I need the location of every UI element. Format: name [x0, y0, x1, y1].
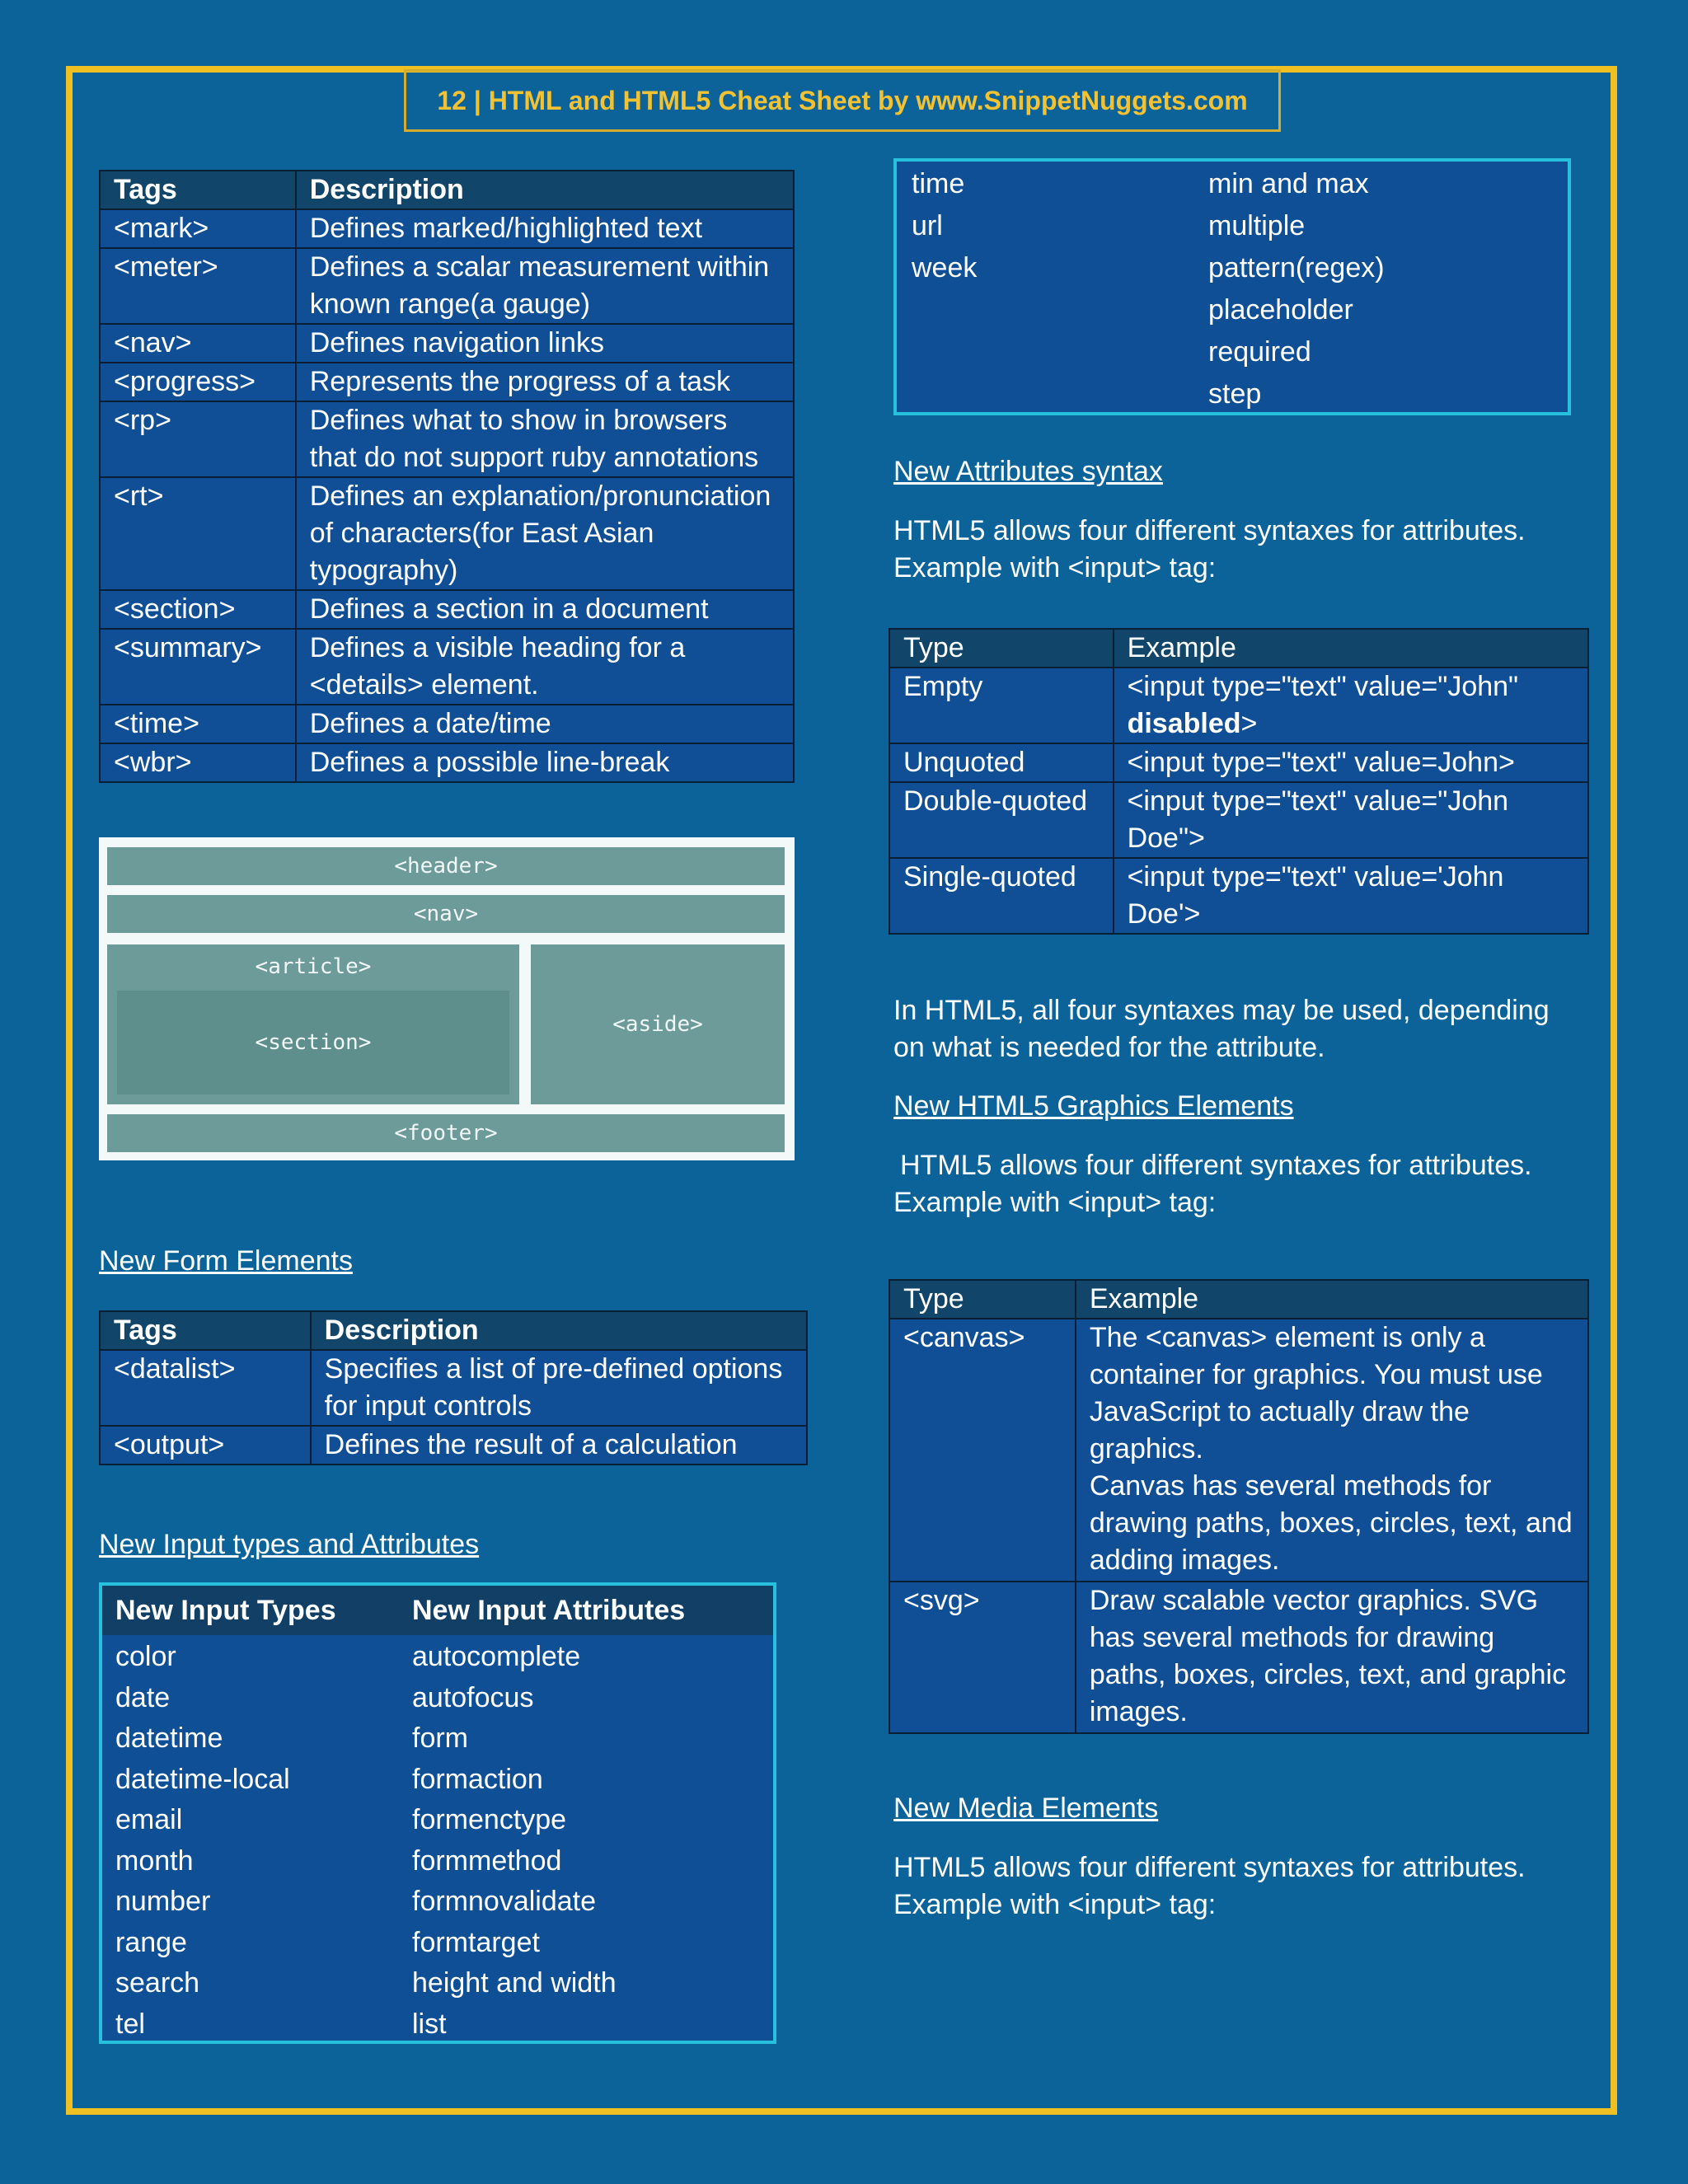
column-header-example: Example	[1114, 629, 1588, 668]
graphics-heading: New HTML5 Graphics Elements	[893, 1090, 1294, 1122]
page-title: 12 | HTML and HTML5 Cheat Sheet by www.SnippetNuggets.com	[404, 69, 1281, 132]
tag-cell: <nav>	[100, 324, 296, 363]
example-cell: <input type="text" value=John>	[1114, 743, 1588, 782]
input-types-list	[115, 1637, 290, 2045]
input-types-heading: New Input types and Attributes	[99, 1529, 480, 1560]
table-header-row	[100, 1311, 807, 1350]
tag-cell: <summary>	[100, 629, 296, 705]
column-header-description: Description	[296, 171, 794, 209]
list-item: pattern(regex)	[1208, 252, 1385, 284]
example-cell: <input type="text" value="John Doe">	[1114, 782, 1588, 858]
list-item: min and max	[1208, 168, 1369, 199]
tag-cell: <datalist>	[100, 1350, 311, 1426]
list-item: placeholder	[1208, 294, 1353, 326]
example-cell	[1114, 668, 1588, 743]
table-row	[100, 324, 794, 363]
example-text: The <canvas> element is only a container for graphics. You must use JavaScript to actually draw the graphics.	[1089, 1322, 1543, 1465]
input-types-continued-box	[893, 158, 1571, 415]
column-header-input-types: New Input Types	[115, 1594, 336, 1626]
description-cell: Specifies a list of pre-defined options for input controls	[311, 1350, 807, 1426]
list-item: search	[115, 1967, 200, 1999]
list-item: multiple	[1208, 210, 1306, 241]
input-types-list	[912, 163, 977, 289]
column-header-tags: Tags	[100, 171, 296, 209]
description-cell: Defines a scalar measurement within known range(a gauge)	[296, 248, 794, 324]
list-item: range	[115, 1926, 187, 1958]
list-item: email	[115, 1804, 183, 1835]
list-item: formtarget	[412, 1926, 540, 1958]
list-item: formmethod	[412, 1844, 562, 1877]
layout-footer-block: <footer>	[107, 1114, 785, 1152]
tag-cell: <output>	[100, 1426, 311, 1465]
list-item: time	[912, 168, 965, 199]
table-row	[100, 248, 794, 324]
list-item: date	[115, 1681, 171, 1713]
attr-syntax-outro: In HTML5, all four syntaxes may be used, depending on what is needed for the attribute.	[893, 995, 1550, 1063]
table-row	[889, 782, 1588, 858]
table-row	[889, 858, 1588, 934]
table-row	[889, 668, 1588, 743]
example-cell	[1076, 1319, 1588, 1582]
table-row	[100, 209, 794, 248]
input-attributes-list	[1208, 163, 1385, 415]
graphics-table	[889, 1279, 1589, 1734]
layout-header-block: <header>	[107, 847, 785, 885]
graphics-intro: HTML5 allows four different syntaxes for attributes. Example with <input> tag:	[893, 1150, 1532, 1218]
description-cell: Defines navigation links	[296, 324, 794, 363]
type-cell: Unquoted	[889, 743, 1114, 782]
layout-nav-block: <nav>	[107, 895, 785, 933]
type-cell: <svg>	[889, 1582, 1076, 1733]
tag-cell: <meter>	[100, 248, 296, 324]
list-item: color	[115, 1641, 176, 1672]
attr-syntax-table	[889, 628, 1589, 935]
list-item: formaction	[412, 1763, 543, 1795]
form-elements-table	[99, 1310, 808, 1465]
list-item: datetime	[115, 1722, 223, 1754]
description-cell: Defines marked/highlighted text	[296, 209, 794, 248]
table-row	[889, 1582, 1588, 1733]
table-row	[100, 1426, 807, 1465]
table-header-row	[100, 171, 794, 209]
semantic-layout-diagram	[99, 837, 795, 1160]
layout-section-block: <section>	[117, 991, 509, 1094]
list-item: tel	[115, 2008, 145, 2040]
attr-syntax-heading: New Attributes syntax	[893, 456, 1163, 487]
table-row	[889, 743, 1588, 782]
column-header-type: Type	[889, 629, 1114, 668]
input-types-header	[102, 1586, 773, 1635]
table-row	[889, 1319, 1588, 1582]
tag-cell: <progress>	[100, 363, 296, 401]
tag-cell: <wbr>	[100, 743, 296, 782]
input-attributes-list	[412, 1637, 617, 2045]
list-item: formnovalidate	[412, 1886, 597, 1917]
list-item: autofocus	[412, 1681, 534, 1713]
description-cell: Defines a date/time	[296, 705, 794, 743]
input-types-box	[99, 1582, 776, 2044]
example-text: Canvas has several methods for drawing paths, boxes, circles, text, and adding images.	[1089, 1470, 1573, 1576]
table-row	[100, 363, 794, 401]
table-row	[100, 401, 794, 477]
table-row	[100, 743, 794, 782]
type-cell: Double-quoted	[889, 782, 1114, 858]
list-item: form	[412, 1722, 468, 1754]
column-header-example: Example	[1076, 1280, 1588, 1319]
column-header-tags: Tags	[100, 1311, 311, 1350]
layout-article-label: <article>	[255, 954, 372, 979]
type-cell: Empty	[889, 668, 1114, 743]
description-cell: Defines a section in a document	[296, 590, 794, 629]
example-bold-text: disabled	[1127, 708, 1241, 739]
tag-cell: <mark>	[100, 209, 296, 248]
table-row	[100, 629, 794, 705]
list-item: list	[412, 2008, 447, 2040]
media-heading: New Media Elements	[893, 1793, 1159, 1824]
table-header-row	[889, 629, 1588, 668]
list-item: month	[115, 1844, 194, 1877]
example-cell: Draw scalable vector graphics. SVG has several methods for drawing paths, boxes, circles, text, and graphic images.	[1076, 1582, 1588, 1733]
description-cell: Defines a visible heading for a <details> element.	[296, 629, 794, 705]
description-cell: Defines an explanation/pronunciation of characters(for East Asian typography)	[296, 477, 794, 590]
form-elements-heading: New Form Elements	[99, 1245, 353, 1277]
table-header-row	[889, 1280, 1588, 1319]
media-intro: HTML5 allows four different syntaxes for attributes. Example with <input> tag:	[893, 1852, 1526, 1920]
attr-syntax-intro: HTML5 allows four different syntaxes for attributes. Example with <input> tag:	[893, 515, 1526, 583]
list-item: week	[912, 252, 978, 284]
list-item: required	[1208, 336, 1311, 368]
list-item: datetime-local	[115, 1763, 290, 1795]
table-row	[100, 477, 794, 590]
list-item: number	[115, 1886, 211, 1917]
list-item: height and width	[412, 1967, 617, 1999]
example-text: <input type="text" value="John"	[1127, 671, 1519, 702]
tag-cell: <rt>	[100, 477, 296, 590]
list-item: autocomplete	[412, 1641, 581, 1672]
column-header-input-attributes: New Input Attributes	[412, 1594, 686, 1626]
description-cell: Defines a possible line-break	[296, 743, 794, 782]
type-cell: <canvas>	[889, 1319, 1076, 1582]
tag-cell: <section>	[100, 590, 296, 629]
column-header-description: Description	[311, 1311, 807, 1350]
tags-table	[99, 170, 795, 783]
column-header-type: Type	[889, 1280, 1076, 1319]
tag-cell: <rp>	[100, 401, 296, 477]
description-cell: Represents the progress of a task	[296, 363, 794, 401]
example-tail-text: >	[1240, 708, 1258, 739]
description-cell: Defines what to show in browsers that do not support ruby annotations	[296, 401, 794, 477]
table-row	[100, 705, 794, 743]
type-cell: Single-quoted	[889, 858, 1114, 934]
table-row	[100, 590, 794, 629]
list-item: formenctype	[412, 1804, 567, 1835]
list-item: url	[912, 210, 943, 241]
table-row	[100, 1350, 807, 1426]
description-cell: Defines the result of a calculation	[311, 1426, 807, 1465]
tag-cell: <time>	[100, 705, 296, 743]
example-cell: <input type="text" value='John Doe'>	[1114, 858, 1588, 934]
list-item: step	[1208, 378, 1262, 410]
layout-aside-block: <aside>	[531, 944, 785, 1104]
